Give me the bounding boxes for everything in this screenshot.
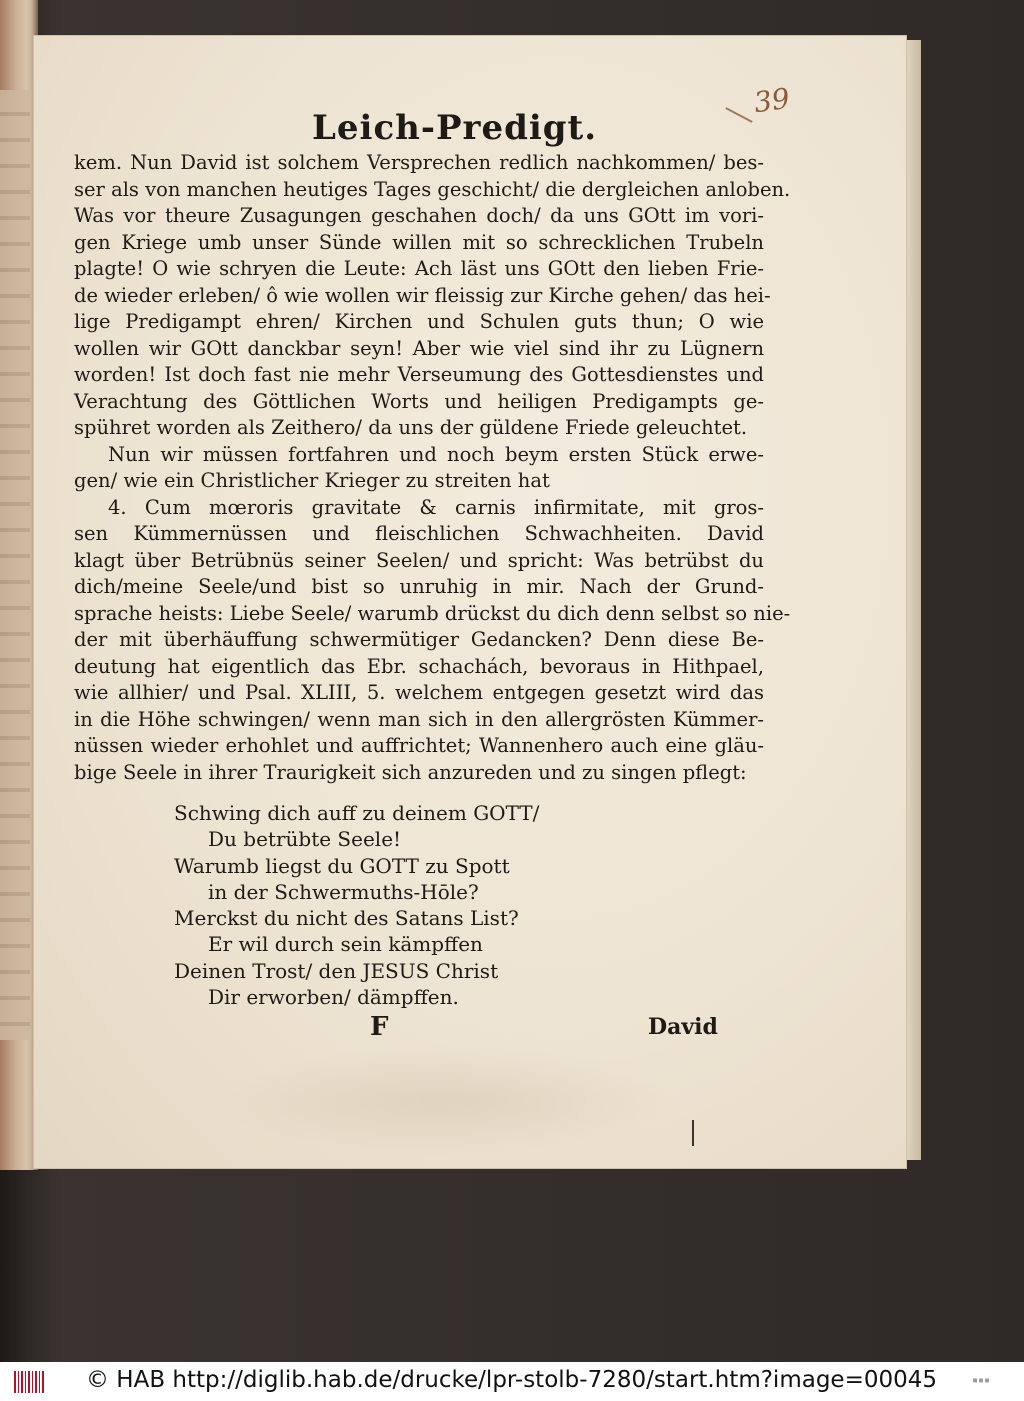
text-line: lige Predigampt ehren/ Kirchen und Schulen guts thun; O wie [74,310,764,333]
text-line: wie allhier/ und Psal. XLIII, 5. welchem entgegen gesetzt wird das [74,681,764,704]
text-line: nüssen wieder erhohlet und auffrichtet; Wannenhero auch eine gläu- [74,734,764,757]
folio-stroke [725,107,752,123]
text-line: sprache heists: Liebe Seele/ warumb drückst du dich denn selbst so nie- [74,601,791,625]
text-line: plagte! O wie schryen die Leute: Ach läst uns GOtt den lieben Frie- [74,257,764,280]
text-line: worden! Ist doch fast nie mehr Verseumung des Gottesdienstes und [74,363,764,386]
text-line: klagt über Betrübnüs seiner Seelen/ und spricht: Was betrübst du [74,548,764,572]
running-head: Leich-Predigt. [312,108,598,148]
verse-line: Deinen Trost/ den JESUS Christ [174,958,499,983]
source-credit: © HAB http://diglib.hab.de/drucke/lpr-stolb-7280/start.htm?image=00045 [86,1367,938,1393]
corner-mark: ▪▪▪ [972,1375,991,1386]
text-line: Nun wir müssen fortfahren und noch beym ersten Stück erwe- [108,442,764,466]
text-line: dich/meine Seele/und bist so unruhig in mir. Nach der Grund- [74,575,764,598]
verse-line: Du betrübte Seele! [208,827,402,852]
text-line: Was vor theure Zusagungen geschahen doch/ da uns GOtt im vori- [74,204,764,227]
verse-line: in der Schwermuths-Hōle? [208,879,479,904]
verse-line: Er wil durch sein kämpffen [208,932,483,957]
body-text [74,150,791,786]
text-line: sen Kümmernüssen und fleischlichen Schwachheiten. David [74,522,764,545]
verse-line: Schwing dich auff zu deinem GOTT/ [174,801,540,825]
catchword: David [648,1014,718,1040]
barcode-icon [14,1371,46,1393]
text-line: Verachtung des Göttlichen Worts und heiligen Predigampts ge- [74,389,764,413]
ink-mark [692,1120,694,1146]
verse-line: Dir erworben/ dämpffen. [208,985,459,1010]
text-line: gen Kriege umb unser Sünde willen mit so schrecklichen Trubeln [74,230,764,254]
text-line: de wieder erleben/ ô wie wollen wir fleissig zur Kirche gehen/ das hei- [74,283,771,307]
text-line: bige Seele in ihrer Traurigkeit sich anzureden und zu singen pflegt: [74,760,747,784]
text-line: kem. Nun David ist solchem Versprechen redlich nachkommen/ bes- [74,151,764,174]
folio-number: 39 [751,81,792,120]
text-line: der mit überhäuffung schwermütiger Gedancken? Denn diese Be- [74,628,764,651]
verse-line: Merckst du nicht des Satans List? [174,906,519,931]
facing-page-strip [0,90,30,1040]
text-line: 4. Cum mœroris gravitate & carnis infirmitate, mit gros- [108,495,764,519]
verse-line: Warumb liegst du GOTT zu Spott [174,853,510,878]
text-line: wollen wir GOtt danckbar seyn! Aber wie viel sind ihr zu Lügnern [74,336,764,360]
text-line: in die Höhe schwingen/ wenn man sich in den allergrösten Kümmer- [74,707,764,731]
text-line: deutung hat eigentlich das Ebr. schachách, bevoraus in Hithpael, [74,654,764,678]
text-line: gen/ wie ein Christlicher Krieger zu streiten hat [74,469,550,492]
book-page [34,36,906,1168]
hymn-verse [174,800,539,1010]
page-stain [214,1046,674,1156]
signature-mark: F [370,1012,389,1042]
text-line: ser als von manchen heutiges Tages geschicht/ die dergleichen anloben. [74,177,791,201]
text-line: spühret worden als Zeithero/ da uns der güldene Friede geleuchtet. [74,416,748,439]
footer-bar [0,1362,1024,1401]
